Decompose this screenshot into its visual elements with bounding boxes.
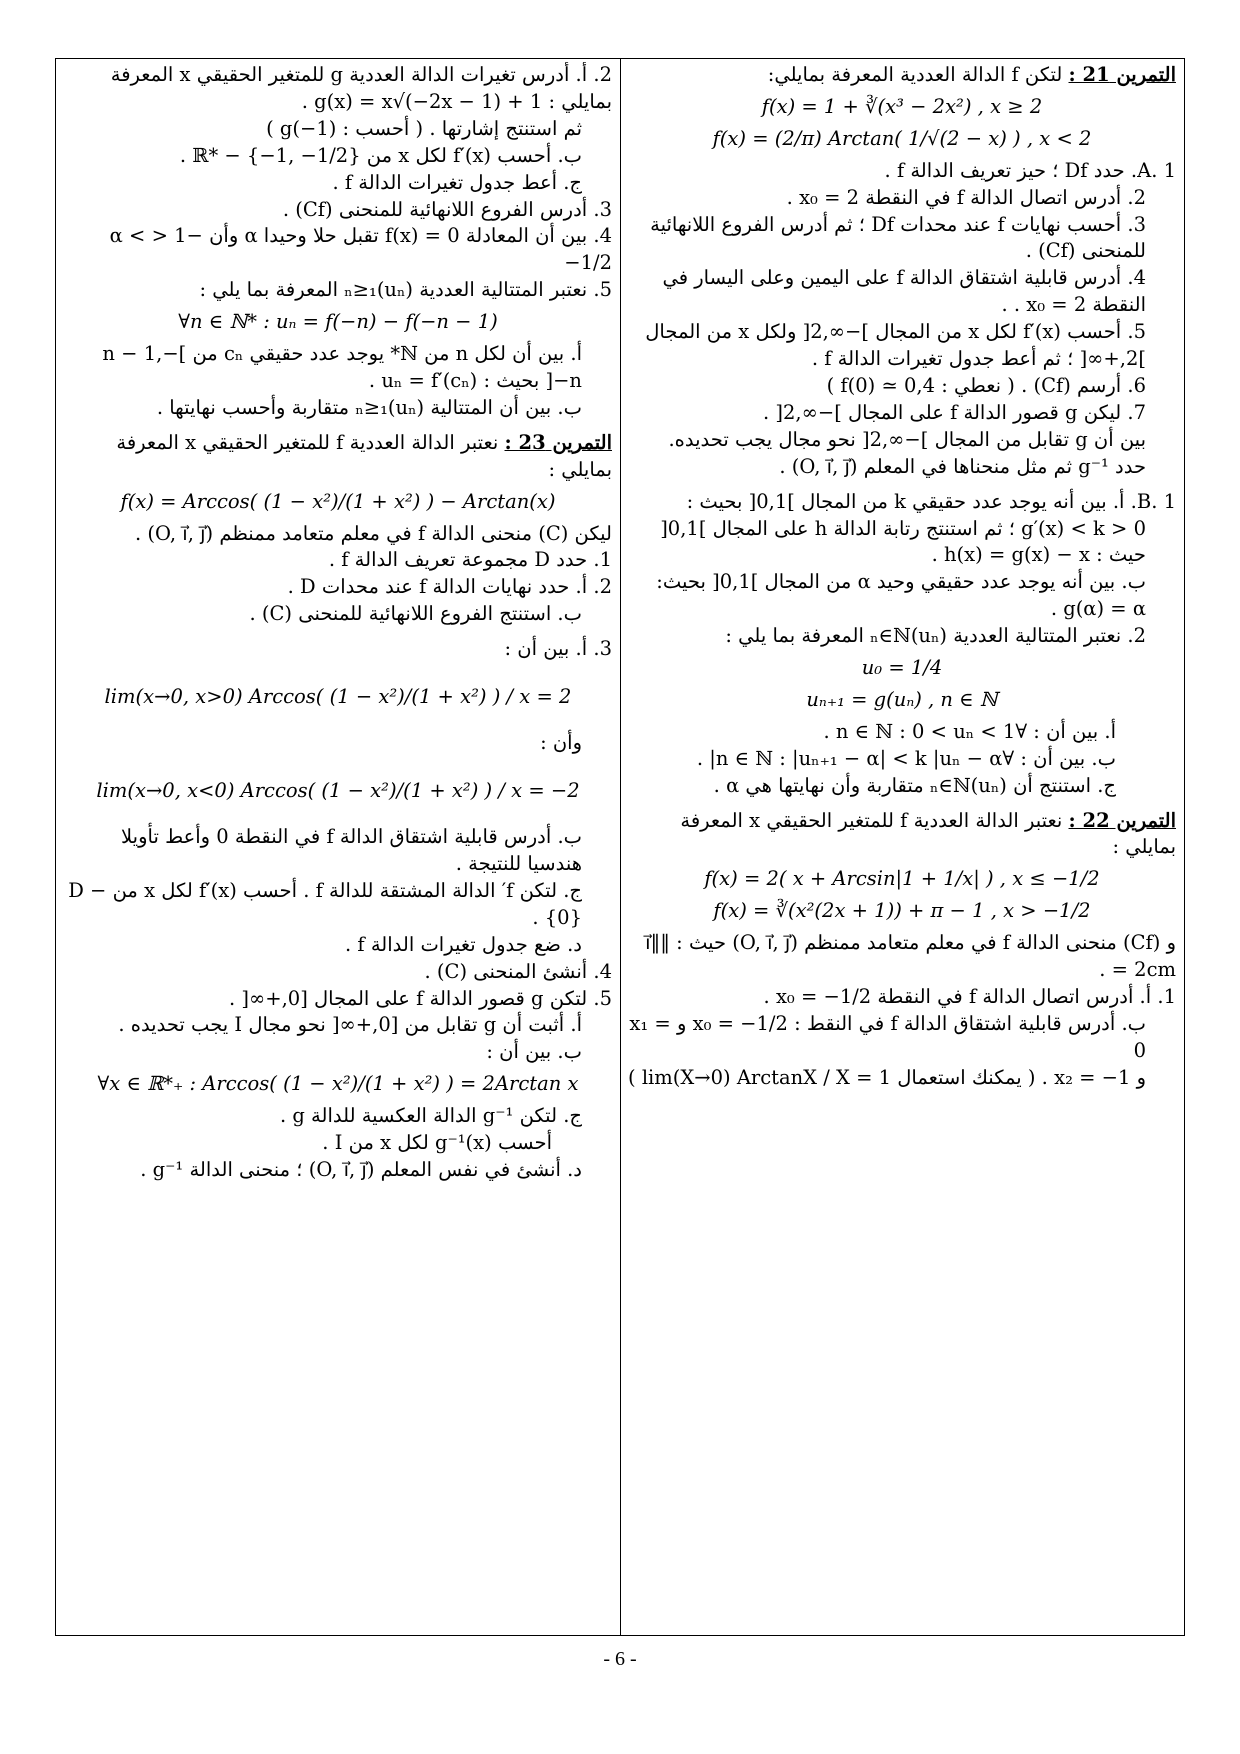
ex21-A4: 4. أدرس قابلية اشتقاق الدالة f على اليمين وعلى اليسار في النقطة x₀ = 2 . . [662, 266, 1146, 317]
ex21-A7b: بين أن g تقابل من المجال ]−∞,2[ نحو مجال يجب تحديده. [668, 427, 1146, 451]
ex22-q2c: ب. أحسب f′(x) لكل x من ℝ* − {−1, −1/2} . [179, 143, 582, 167]
ex23-q2b: ب. استنتج الفروع اللانهائية للمنحنى (C) . [249, 602, 582, 626]
right-column [628, 62, 1176, 1632]
ex21-A3: 3. أحسب نهايات f عند محدات Df ؛ ثم أدرس الفروع اللانهائية للمنحنى (Cf) . [650, 212, 1146, 263]
ex22-q5b: ب. بين أن المتتالية (uₙ)ₙ≥₁ متقاربة وأحسب نهايتها . [156, 395, 582, 419]
exercise-22-title: التمرين 22 : [1068, 808, 1176, 832]
ex22-q2: 2. أ. أدرس تغيرات الدالة العددية g للمتغير الحقيقي x المعرفة بمايلي : g(x) = x√(−2x − 1) + 1 . [110, 63, 612, 113]
exercise-21-title: التمرين 21 : [1068, 63, 1176, 86]
sequence-def-1: u₀ = 1/4 [861, 656, 943, 680]
ex22-definition-2: f(x) = ∛(x²(2x + 1)) + π − 1 , x > −1/2 [713, 899, 1091, 923]
ex21-B2b: ب. بين أن : ∀n ∈ ℕ : |uₙ₊₁ − α| < k |uₙ − α| . [696, 746, 1116, 770]
ex22-q3: 3. أدرس الفروع اللانهائية للمنحنى (Cf) . [282, 197, 612, 221]
ex23-limit-right: lim(x→0, x>0) Arccos( (1 − x²)/(1 + x²) ) / x = 2 [104, 685, 572, 709]
ex22-q2d: ج. أعط جدول تغيرات الدالة f . [332, 170, 582, 194]
ex21-B1b: 0 < g′(x) < k ؛ ثم استنتج رتابة الدالة h على المجال ]0,1[ حيث : h(x) = g(x) − x . [660, 516, 1146, 567]
ex23-q5c: ج. لتكن g⁻¹ الدالة العكسية للدالة g . [279, 1104, 582, 1128]
ex21-definition-2: f(x) = (2/π) Arctan( 1/√(2 − x) ) , x < 2 [712, 126, 1092, 150]
column-divider [620, 58, 621, 1636]
ex23-curve-line: ليكن (C) منحنى الدالة f في معلم متعامد ممنظم (O, i⃗, j⃗) . [135, 521, 612, 545]
ex23-q5b: ب. بين أن : [486, 1040, 582, 1064]
page-number: - 6 - [603, 1648, 637, 1670]
ex21-A7c: حدد g⁻¹ ثم مثل منحناها في المعلم (O, i⃗, j⃗) . [779, 454, 1146, 478]
ex23-definition: f(x) = Arccos( (1 − x²)/(1 + x²) ) − Arctan(x) [120, 489, 556, 513]
exercise-23-heading [64, 430, 612, 484]
exercise-21-intro: لتكن f الدالة العددية المعرفة بمايلي: [767, 63, 1063, 86]
ex23-q3d: د. ضع جدول تغيرات الدالة f . [345, 932, 582, 956]
ex23-q2a: 2. أ. حدد نهايات الدالة f عند محدات D . [287, 575, 612, 599]
ex23-identity: ∀x ∈ ℝ*₊ : Arccos( (1 − x²)/(1 + x²) ) = 2Arctan x [97, 1072, 579, 1096]
ex23-q5d: د. أنشئ في نفس المعلم (O, i⃗, j⃗) ؛ منحنى الدالة g⁻¹ . [140, 1158, 582, 1181]
exercise-21-heading [628, 62, 1176, 89]
ex21-definition-1: f(x) = 1 + ∛(x³ − 2x²) , x ≥ 2 [761, 94, 1043, 118]
ex22-q1c: و x₂ = −1 . ( يمكنك استعمال lim(X→0) ArctanX / X = 1 ) [628, 1065, 1146, 1089]
ex21-B2: 2. نعتبر المتتالية العددية (uₙ)ₙ∈ℕ المعرفة بما يلي : [725, 624, 1146, 648]
ex23-limit-left: lim(x→0, x<0) Arccos( (1 − x²)/(1 + x²) ) / x = −2 [96, 779, 580, 803]
exercise-23-title: التمرين 23 : [504, 430, 612, 454]
ex22-q5: 5. نعتبر المتتالية العددية (uₙ)ₙ≥₁ المعرفة بما يلي : [199, 278, 612, 302]
ex21-A6: 6. أرسم (Cf) . ( نعطي : f(0) ≃ 0,4 ) [826, 373, 1146, 397]
ex21-B2a: أ. بين أن : ∀n ∈ ℕ : 0 < uₙ < 1 . [823, 719, 1116, 743]
ex22-q1a: 1. أ. أدرس اتصال الدالة f في النقطة x₀ = −1/2 . [763, 985, 1176, 1008]
ex23-q5c2: أحسب g⁻¹(x) لكل x من I . [322, 1131, 552, 1155]
ex23-q4: 4. أنشئ المنحنى (C) . [424, 959, 612, 983]
ex23-q3b: ب. أدرس قابلية اشتقاق الدالة f في النقطة 0 وأعط تأويلا هندسيا للنتيجة . [121, 825, 582, 876]
ex23-q3a: 3. أ. بين أن : [504, 637, 612, 661]
ex22-sequence-def: ∀n ∈ ℕ* : uₙ = f(−n) − f(−n − 1) [178, 310, 498, 334]
ex23-q1: 1. حدد D مجموعة تعريف الدالة f . [328, 548, 612, 572]
ex21-A2: 2. أدرس اتصال الدالة f في النقطة x₀ = 2 . [786, 185, 1146, 209]
ex21-A5: 5. أحسب f′(x) لكل x من المجال ]−∞,2[ ولكل x من المجال ]2,+∞[ ؛ ثم أعط جدول تغيرات الدالة f . [645, 320, 1146, 371]
left-column [64, 62, 612, 1632]
sequence-def-2: uₙ₊₁ = g(uₙ) , n ∈ ℕ [806, 687, 998, 711]
ex22-q2b: ثم استنتج إشارتها . ( أحسب : g(−1) ) [266, 116, 582, 140]
ex21-B1: B. 1. أ. بين أنه يوجد عدد حقيقي k من المجال ]0,1[ بحيث : [686, 489, 1176, 513]
ex21-A7: 7. ليكن g قصور الدالة f على المجال ]−∞,2[ . [762, 400, 1146, 424]
ex22-q5a: أ. بين أن لكل n من ℕ* يوجد عدد حقيقي cₙ من ]−n − 1, −n[ بحيث : uₙ = f′(cₙ) . [102, 342, 582, 392]
ex22-curve-line: و (Cf) منحنى الدالة f في معلم متعامد ممنظم (O, i⃗, j⃗) حيث : ‖i⃗‖ = 2cm . [645, 931, 1176, 982]
ex23-q5a: أ. أثبت أن g تقابل من [0,+∞[ نحو مجال I يجب تحديده . [118, 1013, 582, 1037]
ex21-B1c: ب. بين أنه يوجد عدد حقيقي وحيد α من المجال ]0,1[ بحيث: g(α) = α . [656, 570, 1146, 621]
ex23-q5: 5. لتكن g قصور الدالة f على المجال [0,+∞[ . [228, 986, 612, 1010]
ex21-B2c: ج. استنتج أن (uₙ)ₙ∈ℕ متقاربة وأن نهايتها هي α . [713, 773, 1116, 797]
exercise-22-heading [628, 808, 1176, 862]
ex21-A1: A. 1. حدد Df ؛ حيز تعريف الدالة f . [884, 158, 1176, 182]
ex22-q4: 4. بين أن المعادلة f(x) = 0 تقبل حلا وحيدا α وأن −1 < α < −1/2 [109, 224, 612, 275]
exercise-22-intro: نعتبر الدالة العددية f للمتغير الحقيقي x المعرفة بمايلي : [680, 808, 1176, 859]
ex23-q3c: ج. لتكن f′ الدالة المشتقة للدالة f . أحسب f′(x) لكل x من D − {0} . [68, 878, 582, 929]
exercise-23-intro: نعتبر الدالة العددية f للمتغير الحقيقي x المعرفة بمايلي : [116, 430, 612, 481]
ex23-q3and: وأن : [540, 731, 582, 755]
ex22-q1b: ب. أدرس قابلية اشتقاق الدالة f في النقط : x₀ = −1/2 و x₁ = 0 [629, 1011, 1146, 1062]
ex22-definition-1: f(x) = 2( x + Arcsin|1 + 1/x| ) , x ≤ −1/2 [704, 867, 1100, 891]
